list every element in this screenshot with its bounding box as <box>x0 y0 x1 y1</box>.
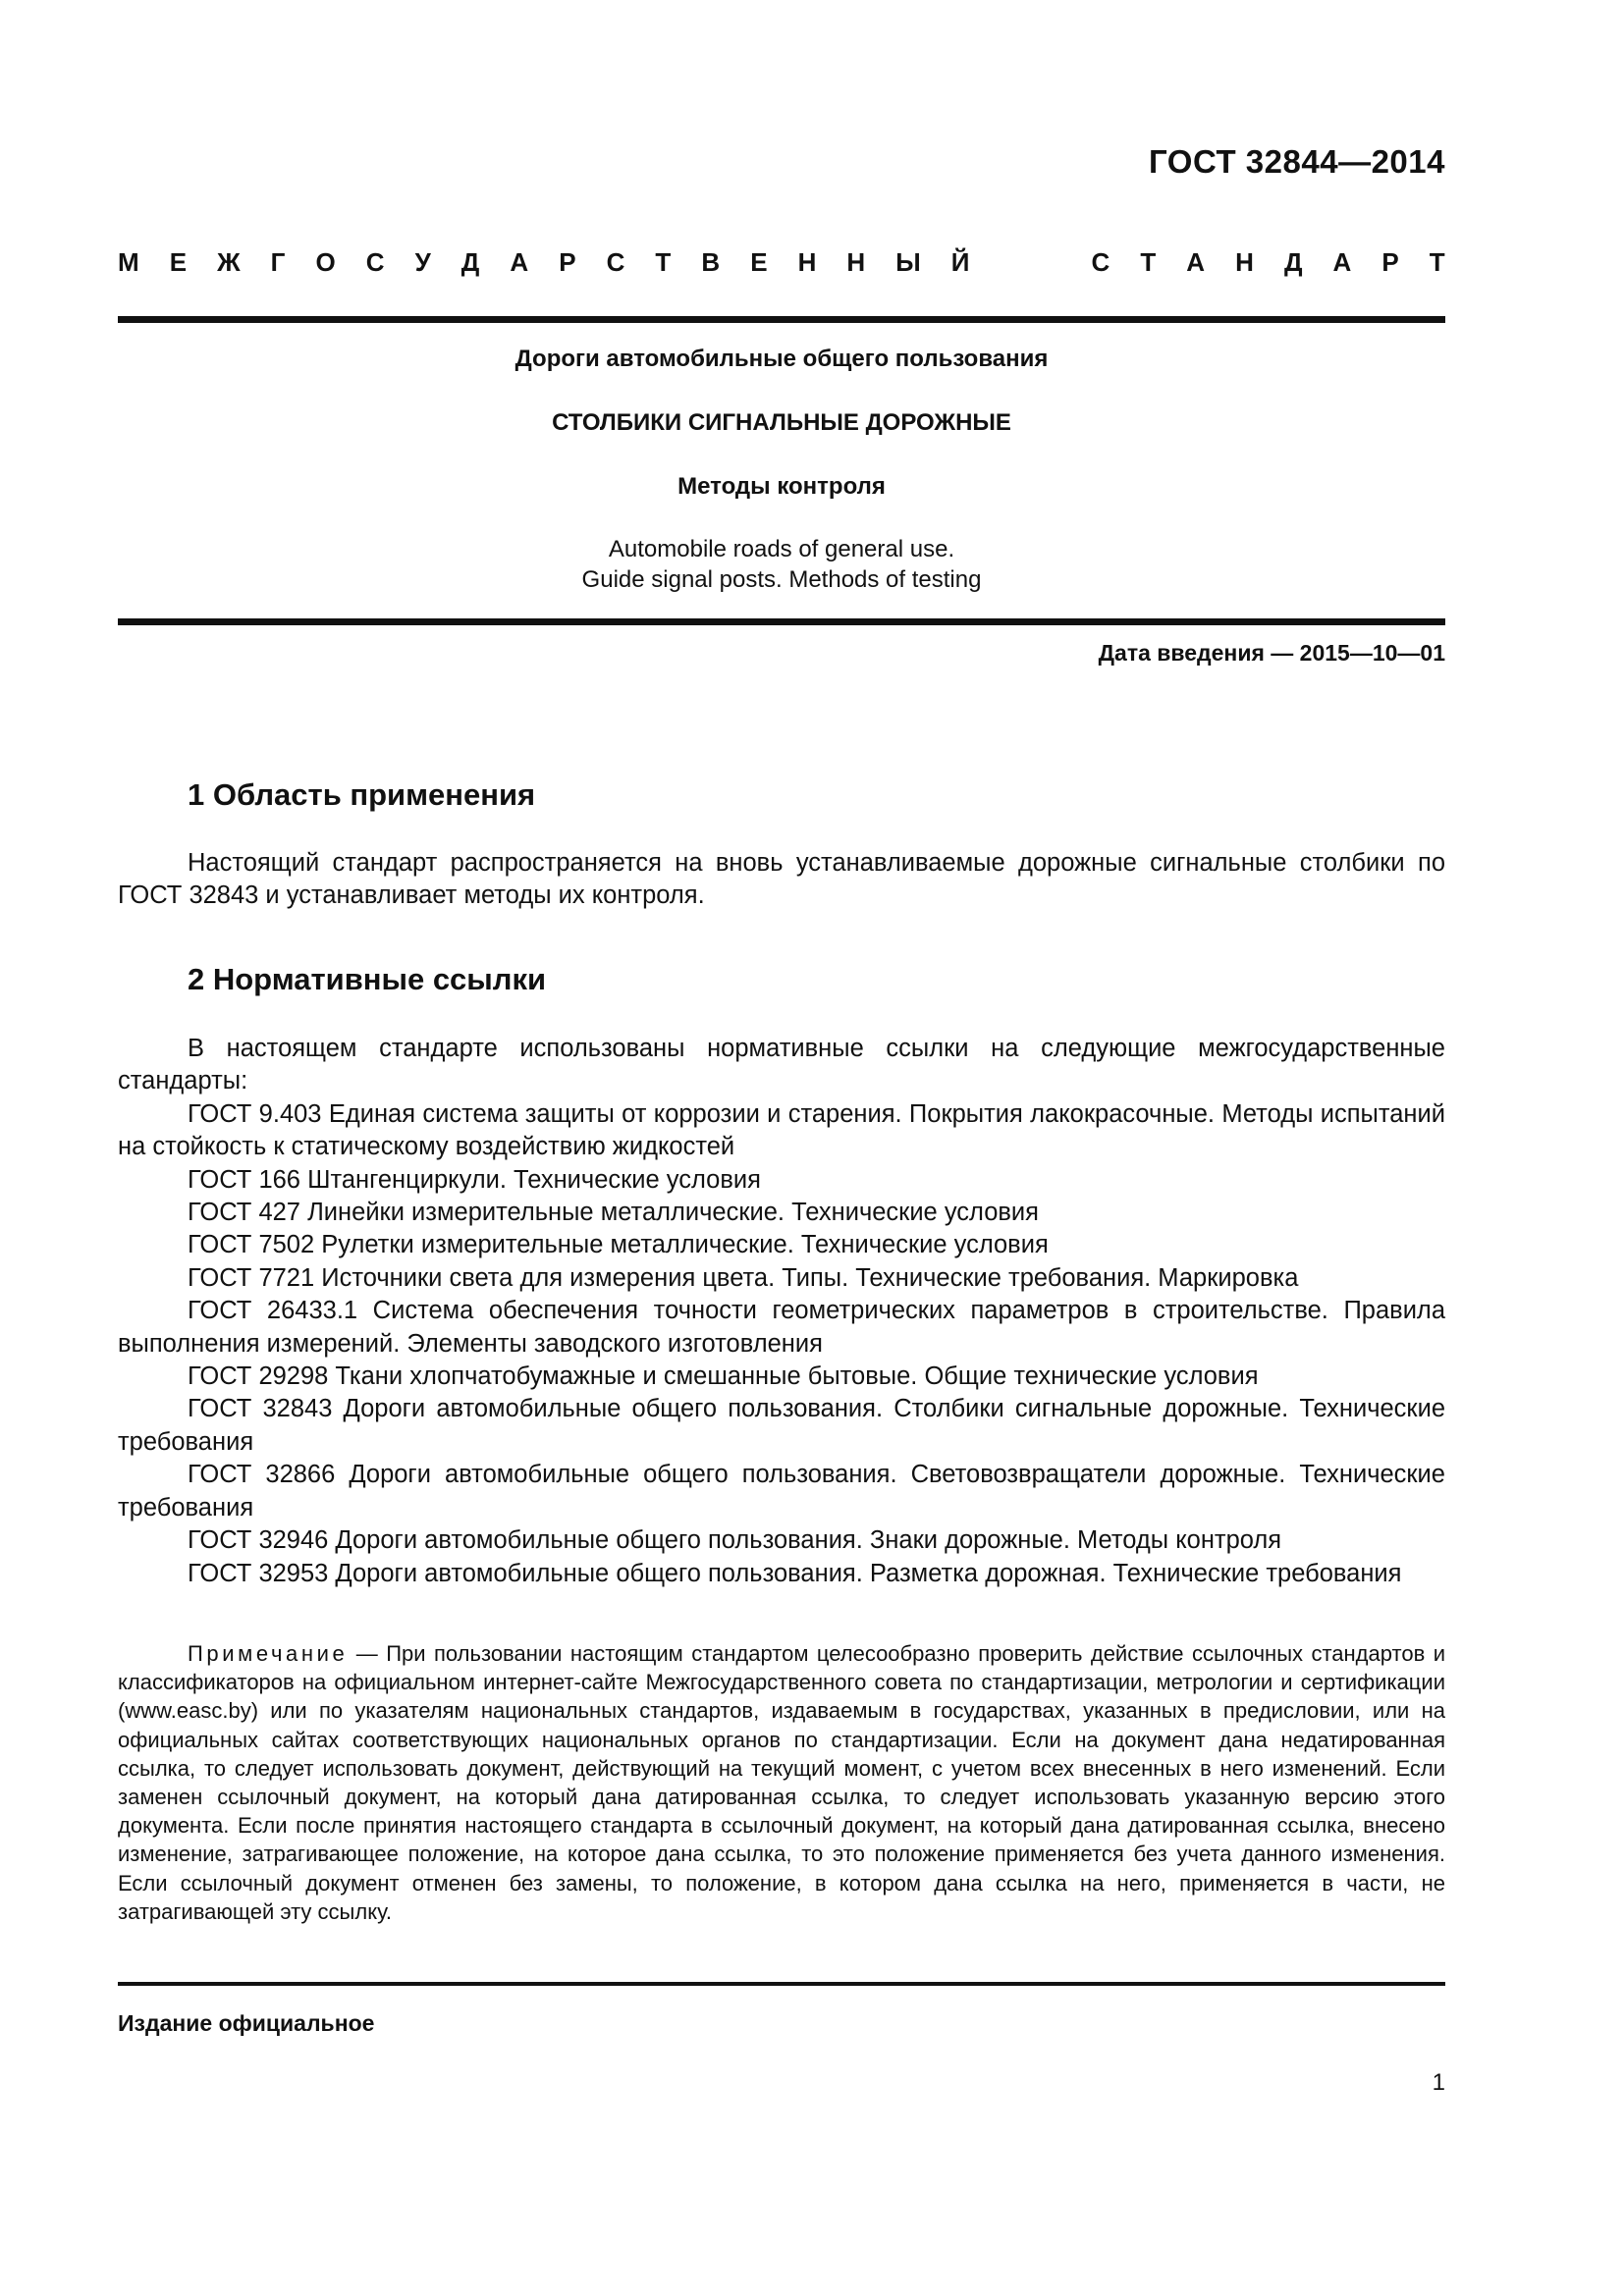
references-list <box>118 1033 1445 1590</box>
title-line-3: Методы контроля <box>677 473 886 500</box>
banner-letter: Р <box>559 247 576 277</box>
banner-letter: С <box>606 247 625 277</box>
section-1-heading: 1 Область применения <box>188 777 536 812</box>
footer-divider <box>118 1982 1445 1986</box>
title-line-2: СТОЛБИКИ СИГНАЛЬНЫЕ ДОРОЖНЫЕ <box>552 409 1011 436</box>
title-divider <box>118 618 1445 625</box>
references-note <box>118 1639 1445 1926</box>
banner-word-gap <box>1000 247 1060 278</box>
header-divider <box>118 316 1445 323</box>
banner-letter: А <box>1186 247 1206 277</box>
banner-letter: Д <box>1283 247 1303 277</box>
banner-letter: А <box>510 247 529 277</box>
banner-letter: О <box>315 247 336 277</box>
interstate-standard-banner <box>118 247 1445 278</box>
references-intro: В настоящем стандарте использованы нормативные ссылки на следующие межгосударственные стандарты: <box>118 1035 1445 1095</box>
note-label: Примечание <box>188 1641 349 1666</box>
banner-letter: Н <box>846 247 866 277</box>
english-title-line-2: Guide signal posts. Methods of testing <box>581 566 982 593</box>
reference-item: ГОСТ 32946 Дороги автомобильные общего пользования. Знаки дорожные. Методы контроля <box>188 1526 1282 1555</box>
reference-item: ГОСТ 26433.1 Система обеспечения точности геометрических параметров в строительстве. Правила выполнения измерений. Элементы заводского изготовления <box>118 1297 1445 1358</box>
banner-letter: Т <box>655 247 672 277</box>
official-edition-label: Издание официальное <box>118 2010 375 2036</box>
banner-letter: Й <box>950 247 970 277</box>
reference-item: ГОСТ 427 Линейки измерительные металлические. Технические условия <box>188 1199 1039 1227</box>
title-line-1: Дороги автомобильные общего пользования <box>514 346 1049 372</box>
banner-letter: С <box>365 247 385 277</box>
reference-item: ГОСТ 32843 Дороги автомобильные общего пользования. Столбики сигнальные дорожные. Технические требования <box>118 1395 1445 1456</box>
banner-letter: С <box>1091 247 1110 277</box>
banner-letter: Е <box>169 247 188 277</box>
reference-item: ГОСТ 32953 Дороги автомобильные общего пользования. Разметка дорожная. Технические требования <box>188 1559 1402 1587</box>
banner-letter: А <box>1332 247 1352 277</box>
reference-item: ГОСТ 7721 Источники света для измерения цвета. Типы. Технические требования. Маркировка <box>188 1263 1299 1292</box>
banner-letter: Е <box>750 247 768 277</box>
page-number: 1 <box>1432 2069 1445 2096</box>
banner-letter: У <box>414 247 431 277</box>
section-1-text: Настоящий стандарт распространяется на вновь устанавливаемые дорожные сигнальные столбики по ГОСТ 32843 и устанавливает методы их контроля. <box>118 849 1445 910</box>
banner-letter: Т <box>1429 247 1445 277</box>
banner-letter: Р <box>1381 247 1399 277</box>
english-title-line-1: Automobile roads of general use. <box>608 536 955 562</box>
banner-letter: Н <box>797 247 817 277</box>
banner-letter: Г <box>270 247 286 277</box>
banner-letter: Д <box>460 247 480 277</box>
document-number: ГОСТ 32844—2014 <box>1149 143 1445 180</box>
note-text: — При пользовании настоящим стандартом целесообразно проверить действие ссылочных стандартов и классификаторов на официальном интернет-сайте Межгосударственного совета по стандартизации, метрологии и сертификации (www.easc.by) или по указателям национальных стандартов, издаваемым в государствах, указанных в предисловии, или на официальных сайтах соответствующих национальных органов по стандартизации. Если на документ дана недатированная ссылка, то следует использовать документ, действующий на текущий момент, с учетом всех внесенных в него изменений. Если заменен ссылочный документ, на который дана датированная ссылка, то следует использовать указанную версию этого документа. Если после принятия настоящего стандарта в ссылочный документ, на который дана датированная ссылка, внесено изменение, затрагивающее положение, на которое дана ссылка, то это положение применяется без учета данного изменения. Если ссылочный документ отменен без замены, то положение, в котором дана ссылка на него, применяется в части, не затрагивающей эту ссылку. <box>118 1641 1445 1924</box>
banner-letter: М <box>118 247 139 277</box>
reference-item: ГОСТ 166 Штангенциркули. Технические условия <box>188 1165 761 1194</box>
banner-letter: Т <box>1140 247 1157 277</box>
banner-letter: В <box>701 247 721 277</box>
reference-item: ГОСТ 29298 Ткани хлопчатобумажные и смешанные бытовые. Общие технические условия <box>188 1362 1259 1391</box>
reference-item: ГОСТ 7502 Рулетки измерительные металлические. Технические условия <box>188 1231 1049 1259</box>
reference-item: ГОСТ 32866 Дороги автомобильные общего пользования. Световозвращатели дорожные. Технические требования <box>118 1461 1445 1522</box>
introduction-date: Дата введения — 2015—10—01 <box>1098 640 1445 666</box>
banner-letter: Н <box>1235 247 1254 277</box>
section-2-heading: 2 Нормативные ссылки <box>188 962 547 996</box>
banner-letter: Ж <box>217 247 241 277</box>
reference-item: ГОСТ 9.403 Единая система защиты от коррозии и старения. Покрытия лакокрасочные. Методы испытаний на стойкость к статическому воздействию жидкостей <box>118 1099 1445 1161</box>
banner-letter: Ы <box>895 247 921 277</box>
